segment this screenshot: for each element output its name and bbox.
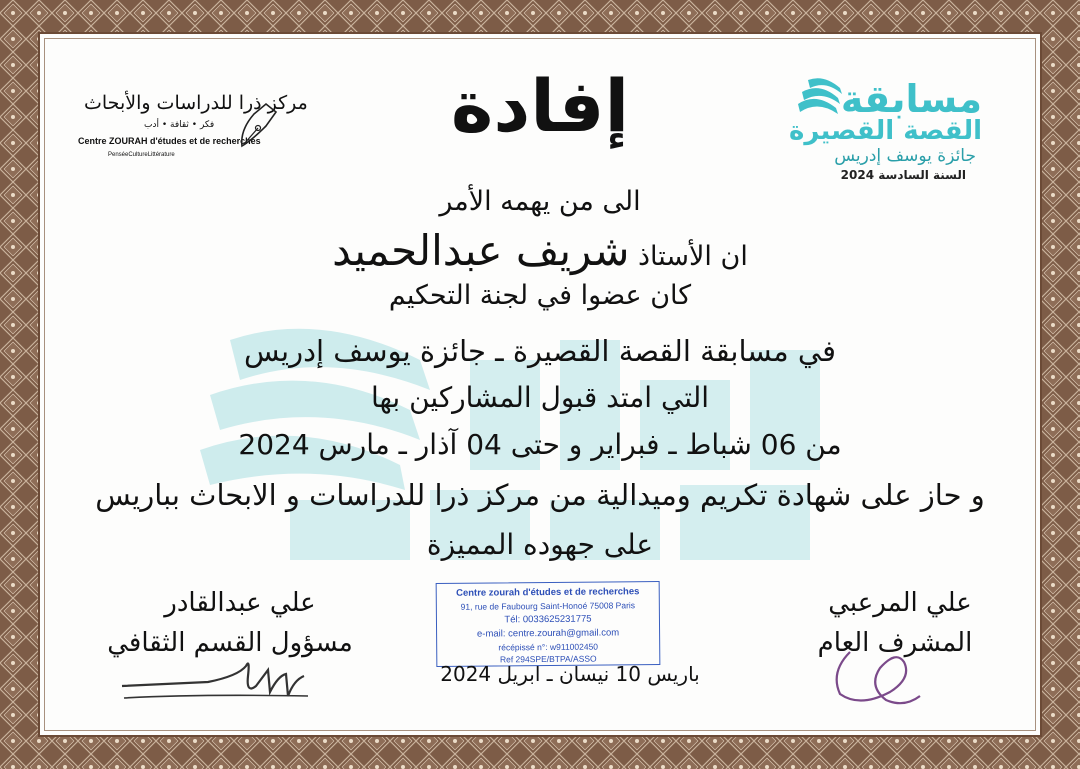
left-signatory-role: مسؤول القسم الثقافي bbox=[107, 628, 353, 658]
right-signatory-role: المشرف العام bbox=[817, 628, 973, 658]
role-line: كان عضوا في لجنة التحكيم bbox=[388, 280, 692, 311]
center-subtitle: فكر • ثقافة • أدب bbox=[144, 120, 215, 130]
addressee-line: الى من يهمه الأمر bbox=[439, 186, 641, 217]
competition-title-line2: القصة القصيرة bbox=[789, 116, 982, 146]
period-line: من 06 شباط ـ فبراير و حتى 04 آذار ـ مارس 2024 bbox=[238, 428, 842, 461]
right-signature bbox=[820, 642, 930, 712]
competition-title-line1: مسابقة bbox=[840, 77, 982, 121]
center-french-name: Centre ZOURAH d'études et de recherches bbox=[78, 136, 261, 146]
stamp-line-1: Centre zourah d'études et de recherches bbox=[456, 586, 640, 599]
stamp-line-4: e-mail: centre.zourah@gmail.com bbox=[476, 627, 620, 640]
issue-date: باريس 10 نيسان ـ ابريل 2024 bbox=[440, 662, 700, 686]
pen-nib-icon bbox=[236, 100, 280, 152]
competition-line: في مسابقة القصة القصيرة ـ جائزة يوسف إدريس bbox=[244, 334, 836, 368]
recipient-line bbox=[0, 226, 1080, 275]
center-tagline: PenséeCultureLittérature bbox=[108, 152, 175, 158]
certificate-heading: إفادة bbox=[450, 64, 630, 148]
right-signatory-name: علي المرعبي bbox=[828, 588, 972, 618]
center-arabic-name: مركز ذرا للدراسات والأبحاث bbox=[84, 92, 308, 114]
research-center-logo bbox=[78, 92, 308, 172]
award-name: جائزة يوسف إدريس bbox=[834, 146, 976, 166]
participation-line: التي امتد قبول المشاركين بها bbox=[370, 381, 710, 414]
stamp-line-5: récépissé n°: w911002450 bbox=[498, 641, 599, 653]
stamp-line-6: Ref 294SPE/BTPA/ASSO bbox=[499, 653, 597, 665]
competition-logo bbox=[789, 66, 992, 186]
merit-line: على جهوده المميزة bbox=[426, 528, 654, 561]
recipient-name: شريف عبدالحميد bbox=[332, 226, 630, 275]
recipient-prefix: ان الأستاذ bbox=[638, 241, 748, 272]
stamp-line-3: Tél: 0033625231775 bbox=[504, 613, 592, 626]
left-signatory-name: علي عبدالقادر bbox=[164, 588, 316, 618]
stamp-line-2: 91, rue de Faubourg Saint-Honoé 75008 Paris bbox=[460, 600, 636, 612]
left-signature bbox=[118, 646, 318, 716]
official-stamp bbox=[436, 581, 661, 667]
award-line: و حاز على شهادة تكريم وميدالية من مركز ذرا للدراسات و الابحاث بباريس bbox=[95, 478, 985, 512]
edition-label: السنة السادسة 2024 bbox=[840, 168, 966, 182]
